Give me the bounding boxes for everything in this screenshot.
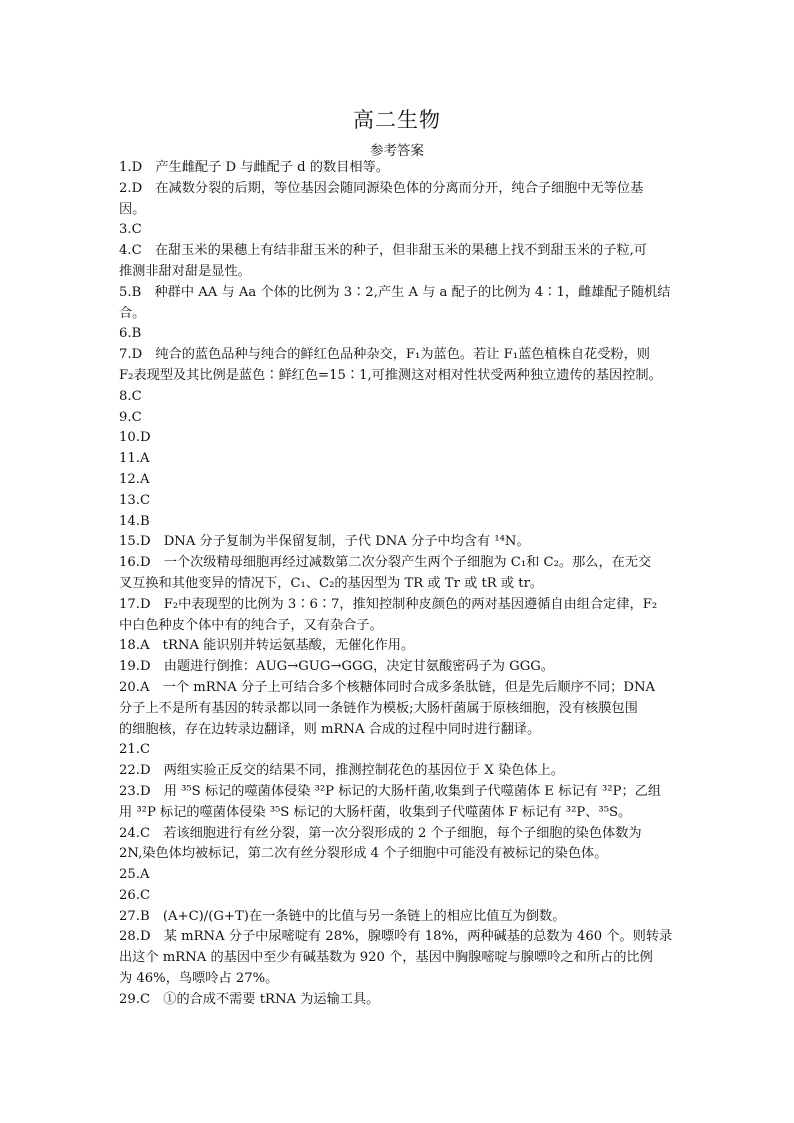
answer-line: 23.D 用 ³⁵S 标记的噬菌体侵染 ³²P 标记的大肠杆菌,收集到子代噬菌体 E 标记有 ³²P；乙组 [119,783,662,799]
answer-item [119,449,679,470]
answer-item [119,927,679,989]
answer-line: 推测非甜对甜是显性。 [119,263,251,279]
answer-item [119,324,679,345]
answer-item [119,990,679,1011]
answer-line: 10.D [119,430,151,446]
answer-item [119,907,679,928]
answer-item [119,865,679,886]
answer-line: 8.C [119,388,142,404]
answer-line: 3.C [119,222,142,238]
answer-line: 12.A [119,471,150,487]
page-title: 高二生物 [353,108,441,132]
answer-item [119,241,679,283]
answer-line: 用 ³²P 标记的噬菌体侵染 ³⁵S 标记的大肠杆菌，收集到子代噬菌体 F 标记有 ³²P、³⁵S。 [119,804,632,820]
answer-item [119,782,679,824]
answer-line: 9.C [119,409,142,425]
answer-line: 6.B [119,326,142,342]
answer-line: 2N,染色体均被标记，第二次有丝分裂形成 4 个子细胞中可能没有被标记的染色体。 [119,846,608,862]
answer-line: 26.C [119,887,151,903]
answer-line: 28.D 某 mRNA 分子中尿嘧啶有 28%，腺嘌呤有 18%，两种碱基的总数为 460 个。则转录 [119,929,673,945]
answer-item [119,512,679,533]
answer-line: 中白色种皮个体中有的纯合子，又有杂合子。 [119,617,383,633]
answer-line: 叉互换和其他变异的情况下，C₁、C₂的基因型为 TR 或 Tr 或 tR 或 tr。 [119,575,544,591]
answer-line: 分子上不是所有基因的转录都以同一条链作为模板;大肠杆菌属于原核细胞，没有核膜包围 [119,700,638,716]
answer-line: 20.A 一个 mRNA 分子上可结合多个核糖体同时合成多条肽链，但是先后顺序不同；DNA [119,679,656,695]
answer-line: 2.D 在减数分裂的后期，等位基因会随同源染色体的分离而分开，纯合子细胞中无等位基 [119,180,644,196]
answer-item [119,220,679,241]
answer-line: 因。 [119,201,146,217]
answer-item [119,387,679,408]
answer-line: 19.D 由题进行倒推：AUG→GUG→GGG，决定甘氨酸密码子为 GGG。 [119,659,554,675]
answer-item [119,345,679,387]
answer-item [119,740,679,761]
answer-item [119,283,679,325]
answer-item [119,532,679,553]
answer-line: 出这个 mRNA 的基因中至少有碱基数为 920 个，基因中胸腺嘧啶与腺嘌呤之和所占的比例 [119,950,653,966]
answer-line: 22.D 两组实验正反交的结果不同，推测控制花色的基因位于 X 染色体上。 [119,763,564,779]
answer-item [119,179,679,221]
answer-item [119,886,679,907]
answer-list [119,158,679,1011]
answer-item [119,470,679,491]
answer-line: 21.C [119,742,151,758]
answer-line: 合。 [119,305,146,321]
answer-item [119,761,679,782]
answer-item [119,636,679,657]
answer-item [119,657,679,678]
answer-line: 4.C 在甜玉米的果穗上有结非甜玉米的种子，但非甜玉米的果穗上找不到甜玉米的子粒,可 [119,243,647,259]
answer-line: 27.B (A+C)/(G+T)在一条链中的比值与另一条链上的相应比值互为倒数。 [119,908,566,924]
answer-line: 7.D 纯合的蓝色品种与纯合的鲜红色品种杂交，F₁为蓝色。若让 F₁蓝色植株自花受粉，则 [119,347,650,363]
answer-line: 11.A [119,451,150,467]
answer-line: 15.D DNA 分子复制为半保留复制，子代 DNA 分子中均含有 ¹⁴N。 [119,534,530,550]
answer-item [119,491,679,512]
answer-line: 24.C 若该细胞进行有丝分裂，第一次分裂形成的 2 个子细胞，每个子细胞的染色体数为 [119,825,642,841]
answer-item [119,678,679,740]
answer-line: 25.A [119,867,150,883]
answer-item [119,408,679,429]
answer-line: 18.A tRNA 能识别并转运氨基酸，无催化作用。 [119,638,415,654]
answer-line: 14.B [119,513,150,529]
answer-line: 5.B 种群中 AA 与 Aa 个体的比例为 3∶2,产生 A 与 a 配子的比例为 4∶1，雌雄配子随机结 [119,284,671,300]
answer-line: 为 46%，鸟嘌呤占 27%。 [119,971,279,987]
answer-item [119,428,679,449]
answer-line: 16.D 一个次级精母细胞再经过减数第二次分裂产生两个子细胞为 C₁和 C₂。那么，在无交 [119,555,652,571]
answer-item [119,553,679,595]
answer-line: 17.D F₂中表现型的比例为 3∶6∶7，推知控制种皮颜色的两对基因遵循自由组合定律，F₂ [119,596,658,612]
answer-item [119,824,679,866]
answer-line: 1.D 产生雌配子 D 与雌配子 d 的数目相等。 [119,160,389,175]
page-subtitle: 参考答案 [370,143,424,159]
answer-line: F₂表现型及其比例是蓝色∶鲜红色=15∶1,可推测这对相对性状受两种独立遗传的基因控制。 [119,367,662,383]
answer-item [119,158,679,179]
answer-line: 29.C ①的合成不需要 tRNA 为运输工具。 [119,991,380,1007]
answer-line: 13.C [119,492,151,508]
answer-line: 的细胞核，存在边转录边翻译，则 mRNA 合成的过程中同时进行翻译。 [119,721,541,737]
answer-item [119,595,679,637]
